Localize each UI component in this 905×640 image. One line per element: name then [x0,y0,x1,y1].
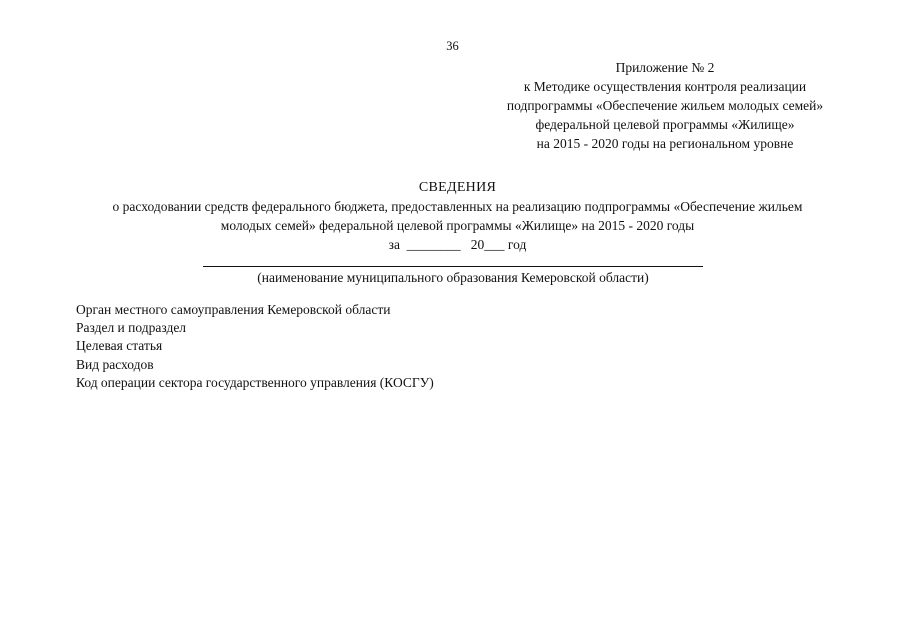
municipality-fill-line [203,266,703,267]
field-label: Вид расходов [76,356,154,372]
municipality-block [203,254,703,287]
document-subtitle-line: молодых семей» федеральной целевой программы «Жилище» на 2015 - 2020 годы [220,218,695,233]
appendix-header [470,58,860,153]
page-number: 36 [446,39,459,53]
reporting-period-line: за ________ 20___ год [388,237,527,252]
document-subtitle-line: о расходовании средств федерального бюджета, предоставленных на реализацию подпрограммы «Обеспечение жильем [112,199,803,214]
field-label: Целевая статья [76,338,163,354]
field-label: Орган местного самоуправления Кемеровской области [76,302,391,317]
appendix-line: к Методике осуществления контроля реализации [523,79,807,94]
field-label: Раздел и подраздел [76,320,187,336]
appendix-line: федеральной целевой программы «Жилище» [535,117,795,132]
classification-fields [76,301,434,392]
document-title: СВЕДЕНИЯ [418,180,497,195]
document-title-block [40,178,875,254]
appendix-line: Приложение № 2 [615,60,715,75]
municipality-caption: (наименование муниципального образования Кемеровской области) [257,270,649,285]
appendix-line: подпрограммы «Обеспечение жильем молодых семей» [506,98,824,113]
field-label: Код операции сектора государственного управления (КОСГУ) [76,374,434,390]
appendix-line: на 2015 - 2020 годы на региональном уровне [536,136,794,151]
